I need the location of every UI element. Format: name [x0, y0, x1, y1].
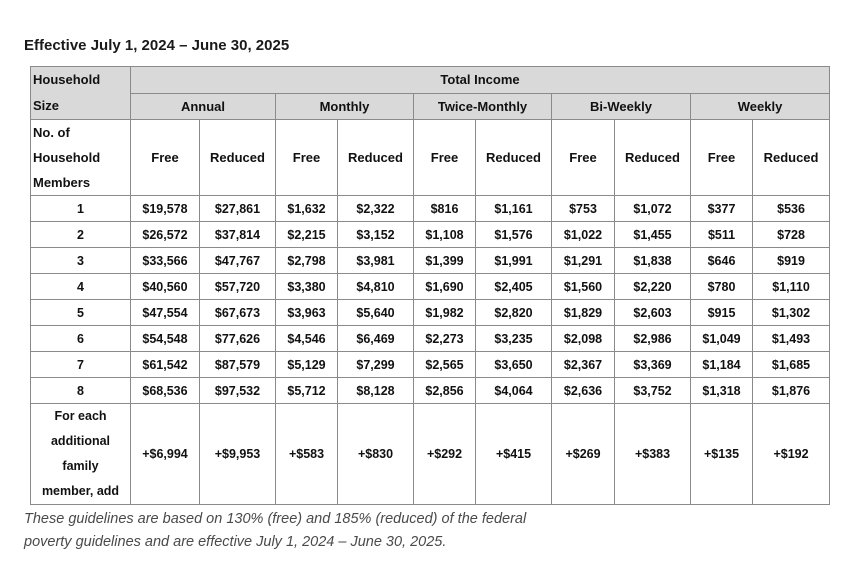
col-reduced: Reduced — [753, 120, 830, 196]
household-size-cell: 7 — [31, 352, 131, 378]
table-row — [31, 196, 830, 222]
footnote: These guidelines are based on 130% (free) and 185% (reduced) of the federal poverty guidelines and are effective July 1, 2024 – June 30, 2025. — [24, 511, 527, 550]
income-cell: $1,318 — [691, 378, 753, 404]
income-cell: $8,128 — [338, 378, 414, 404]
subheader-row — [31, 120, 830, 196]
household-size-cell: 3 — [31, 248, 131, 274]
income-cell: $27,861 — [200, 196, 276, 222]
income-cell: $1,291 — [552, 248, 615, 274]
income-cell: $54,548 — [131, 326, 200, 352]
income-cell: $1,560 — [552, 274, 615, 300]
income-cell: $2,636 — [552, 378, 615, 404]
income-cell: $1,838 — [615, 248, 691, 274]
income-cell: $4,810 — [338, 274, 414, 300]
income-cell: $5,712 — [276, 378, 338, 404]
income-cell: $646 — [691, 248, 753, 274]
income-cell: $47,554 — [131, 300, 200, 326]
income-cell: $2,273 — [414, 326, 476, 352]
income-cell: $753 — [552, 196, 615, 222]
period-header-weekly: Weekly — [691, 93, 830, 120]
table-row — [31, 274, 830, 300]
table-row — [31, 300, 830, 326]
income-cell: $1,876 — [753, 378, 830, 404]
table-title: Effective July 1, 2024 – June 30, 2025 — [24, 37, 290, 54]
header-row-periods — [31, 93, 830, 120]
income-cell: $2,220 — [615, 274, 691, 300]
income-cell: $57,720 — [200, 274, 276, 300]
period-header-bi-weekly: Bi-Weekly — [552, 93, 691, 120]
income-cell: $1,991 — [476, 248, 552, 274]
income-cell: $37,814 — [200, 222, 276, 248]
income-cell: $1,690 — [414, 274, 476, 300]
income-cell: $1,399 — [414, 248, 476, 274]
col-free: Free — [691, 120, 753, 196]
income-cell: $61,542 — [131, 352, 200, 378]
members-header: No. of Household Members — [31, 120, 131, 196]
income-cell: $1,049 — [691, 326, 753, 352]
income-cell: $1,632 — [276, 196, 338, 222]
col-free: Free — [131, 120, 200, 196]
income-cell: $2,215 — [276, 222, 338, 248]
income-cell: $3,650 — [476, 352, 552, 378]
income-cell: $68,536 — [131, 378, 200, 404]
income-cell: $3,152 — [338, 222, 414, 248]
income-cell: $1,493 — [753, 326, 830, 352]
income-cell: $1,022 — [552, 222, 615, 248]
income-cell: $87,579 — [200, 352, 276, 378]
income-cell: $40,560 — [131, 274, 200, 300]
household-size-cell: 4 — [31, 274, 131, 300]
additional-amount-cell: +$6,994 — [131, 404, 200, 505]
household-size-cell: 8 — [31, 378, 131, 404]
table-row — [31, 222, 830, 248]
income-cell: $47,767 — [200, 248, 276, 274]
total-income-header: Total Income — [131, 67, 830, 94]
income-cell: $6,469 — [338, 326, 414, 352]
income-cell: $33,566 — [131, 248, 200, 274]
table-row — [31, 378, 830, 404]
income-cell: $5,640 — [338, 300, 414, 326]
income-cell: $1,302 — [753, 300, 830, 326]
income-cell: $19,578 — [131, 196, 200, 222]
income-cell: $4,546 — [276, 326, 338, 352]
table-row — [31, 352, 830, 378]
income-cell: $5,129 — [276, 352, 338, 378]
income-cell: $1,108 — [414, 222, 476, 248]
income-cell: $67,673 — [200, 300, 276, 326]
income-cell: $3,369 — [615, 352, 691, 378]
income-eligibility-table — [30, 66, 830, 505]
col-reduced: Reduced — [200, 120, 276, 196]
household-size-cell: 2 — [31, 222, 131, 248]
household-size-header: Household Size — [31, 67, 131, 120]
income-cell: $2,856 — [414, 378, 476, 404]
period-header-monthly: Monthly — [276, 93, 414, 120]
col-reduced: Reduced — [338, 120, 414, 196]
additional-amount-cell: +$292 — [414, 404, 476, 505]
income-cell: $816 — [414, 196, 476, 222]
household-size-cell: 1 — [31, 196, 131, 222]
income-cell: $3,981 — [338, 248, 414, 274]
additional-amount-cell: +$135 — [691, 404, 753, 505]
col-reduced: Reduced — [615, 120, 691, 196]
col-free: Free — [552, 120, 615, 196]
income-cell: $780 — [691, 274, 753, 300]
income-cell: $377 — [691, 196, 753, 222]
income-cell: $26,572 — [131, 222, 200, 248]
income-cell: $1,685 — [753, 352, 830, 378]
income-cell: $511 — [691, 222, 753, 248]
additional-amount-cell: +$583 — [276, 404, 338, 505]
income-cell: $2,565 — [414, 352, 476, 378]
income-cell: $2,322 — [338, 196, 414, 222]
income-cell: $1,184 — [691, 352, 753, 378]
col-free: Free — [414, 120, 476, 196]
header-row-top — [31, 67, 830, 94]
income-cell: $1,829 — [552, 300, 615, 326]
income-cell: $915 — [691, 300, 753, 326]
income-cell: $1,072 — [615, 196, 691, 222]
table-row — [31, 326, 830, 352]
additional-amount-cell: +$9,953 — [200, 404, 276, 505]
period-header-annual: Annual — [131, 93, 276, 120]
additional-amount-cell: +$415 — [476, 404, 552, 505]
income-cell: $1,576 — [476, 222, 552, 248]
household-size-cell: 5 — [31, 300, 131, 326]
income-cell: $4,064 — [476, 378, 552, 404]
income-cell: $77,626 — [200, 326, 276, 352]
additional-amount-cell: +$830 — [338, 404, 414, 505]
additional-member-label: For each additional family member, add — [31, 404, 131, 505]
additional-member-row — [31, 404, 830, 505]
income-cell: $536 — [753, 196, 830, 222]
income-cell: $919 — [753, 248, 830, 274]
income-cell: $2,798 — [276, 248, 338, 274]
additional-amount-cell: +$269 — [552, 404, 615, 505]
income-cell: $2,603 — [615, 300, 691, 326]
income-cell: $2,986 — [615, 326, 691, 352]
income-cell: $97,532 — [200, 378, 276, 404]
additional-amount-cell: +$383 — [615, 404, 691, 505]
income-cell: $3,235 — [476, 326, 552, 352]
income-cell: $2,367 — [552, 352, 615, 378]
income-cell: $3,380 — [276, 274, 338, 300]
income-cell: $728 — [753, 222, 830, 248]
additional-amount-cell: +$192 — [753, 404, 830, 505]
income-cell: $1,455 — [615, 222, 691, 248]
income-cell: $2,405 — [476, 274, 552, 300]
income-cell: $2,820 — [476, 300, 552, 326]
income-cell: $3,963 — [276, 300, 338, 326]
income-cell: $3,752 — [615, 378, 691, 404]
income-cell: $7,299 — [338, 352, 414, 378]
col-free: Free — [276, 120, 338, 196]
table-row — [31, 248, 830, 274]
income-cell: $2,098 — [552, 326, 615, 352]
household-size-cell: 6 — [31, 326, 131, 352]
col-reduced: Reduced — [476, 120, 552, 196]
income-cell: $1,161 — [476, 196, 552, 222]
income-cell: $1,982 — [414, 300, 476, 326]
income-cell: $1,110 — [753, 274, 830, 300]
period-header-twice-monthly: Twice-Monthly — [414, 93, 552, 120]
